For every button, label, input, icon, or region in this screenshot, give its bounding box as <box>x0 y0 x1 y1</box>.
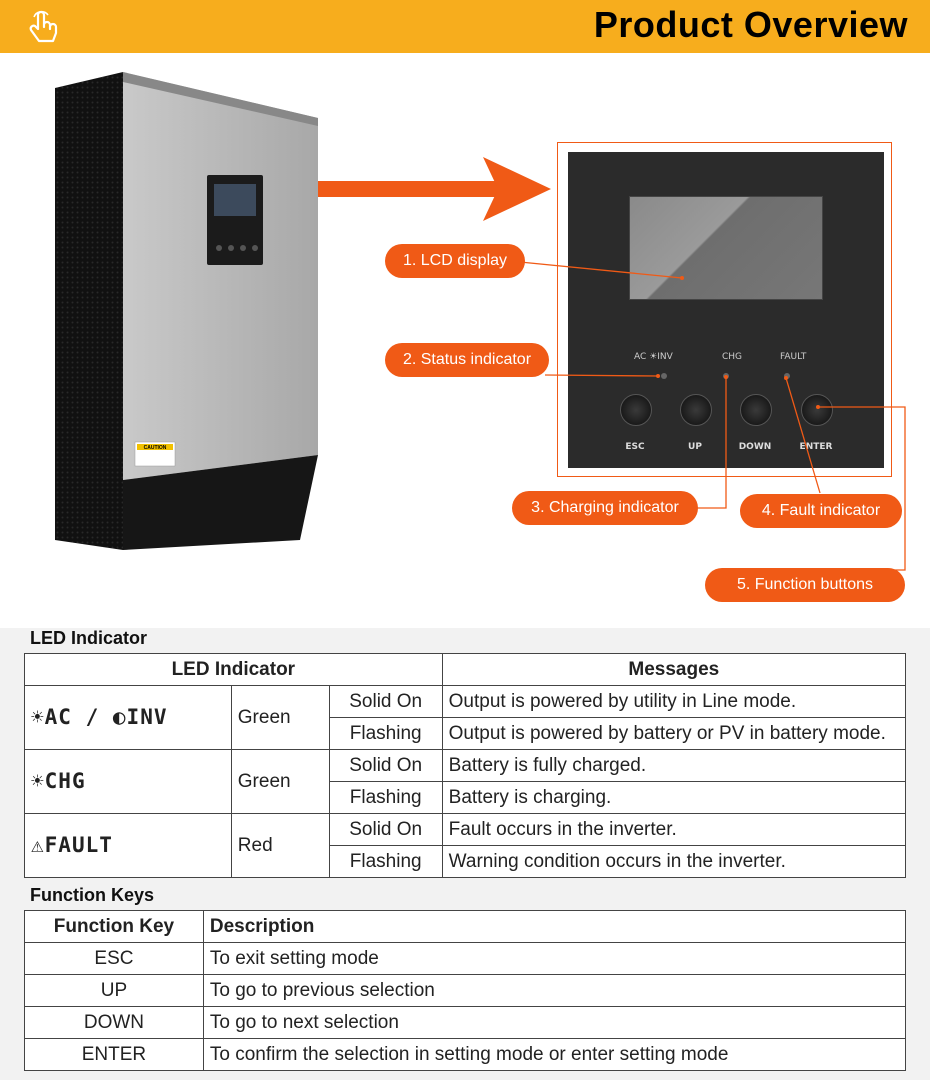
table-row <box>25 1007 906 1039</box>
indicator-label-fault: FAULT <box>780 352 807 362</box>
fk-desc-cell: To go to previous selection <box>203 975 905 1007</box>
callout-lcd-display: 1. LCD display <box>385 244 525 278</box>
led-message-cell: Battery is fully charged. <box>442 750 905 782</box>
caution-label: CAUTION <box>143 445 167 451</box>
led-state-cell: Flashing <box>329 846 442 878</box>
led-message-cell: Fault occurs in the inverter. <box>442 814 905 846</box>
fk-desc-cell: To exit setting mode <box>203 943 905 975</box>
led-header-indicator: LED Indicator <box>25 654 443 686</box>
half-sun-icon: ◐ <box>112 705 127 729</box>
fault-indicator-symbol: ⚠FAULT <box>31 833 113 857</box>
table-row <box>25 943 906 975</box>
warning-triangle-icon: ⚠ <box>31 833 45 857</box>
led-color-cell: Green <box>231 750 329 814</box>
fk-key-cell: DOWN <box>25 1007 204 1039</box>
fk-desc-cell: To go to next selection <box>203 1007 905 1039</box>
fk-key-cell: ENTER <box>25 1039 204 1071</box>
led-message-cell: Output is powered by battery or PV in battery mode. <box>442 718 905 750</box>
led-state-cell: Solid On <box>329 750 442 782</box>
led-color-cell: Red <box>231 814 329 878</box>
led-header-messages: Messages <box>442 654 905 686</box>
fk-desc-cell: To confirm the selection in setting mode or enter setting mode <box>203 1039 905 1071</box>
sun-icon: ☀ <box>31 705 45 729</box>
led-state-cell: Solid On <box>329 686 442 718</box>
enter-button-label: ENTER <box>799 442 833 452</box>
led-state-cell: Solid On <box>329 814 442 846</box>
table-row <box>25 1039 906 1071</box>
led-state-cell: Flashing <box>329 718 442 750</box>
sun-icon: ☀ <box>31 769 45 793</box>
led-state-cell: Flashing <box>329 782 442 814</box>
ac-inv-indicator-symbol: ☀AC / ◐INV <box>31 705 168 729</box>
callout-fault-indicator: 4. Fault indicator <box>740 494 902 528</box>
led-message-cell: Output is powered by utility in Line mode. <box>442 686 905 718</box>
fk-header-description: Description <box>203 911 905 943</box>
led-message-cell: Warning condition occurs in the inverter. <box>442 846 905 878</box>
fk-key-cell: ESC <box>25 943 204 975</box>
indicator-label-ac-inv: AC ☀INV <box>634 352 673 362</box>
esc-button-label: ESC <box>625 442 645 452</box>
led-indicator-table <box>24 653 906 878</box>
down-button-label: DOWN <box>738 442 772 452</box>
table-row <box>25 750 906 782</box>
callout-function-buttons: 5. Function buttons <box>705 568 905 602</box>
table-row <box>25 975 906 1007</box>
led-section-title: LED Indicator <box>30 628 148 648</box>
fk-header-key: Function Key <box>25 911 204 943</box>
up-button-label: UP <box>688 442 702 452</box>
page-title: Product Overview <box>593 4 908 45</box>
led-message-cell: Battery is charging. <box>442 782 905 814</box>
function-section-title: Function Keys <box>30 885 155 905</box>
led-color-cell: Green <box>231 686 329 750</box>
indicator-label-chg: CHG <box>722 352 743 362</box>
callout-charging-indicator: 3. Charging indicator <box>512 491 698 525</box>
chg-indicator-symbol: ☀CHG <box>31 769 86 793</box>
table-row <box>25 686 906 718</box>
function-keys-table <box>24 910 906 1071</box>
table-row <box>25 814 906 846</box>
fk-key-cell: UP <box>25 975 204 1007</box>
callout-status-indicator: 2. Status indicator <box>385 343 549 377</box>
